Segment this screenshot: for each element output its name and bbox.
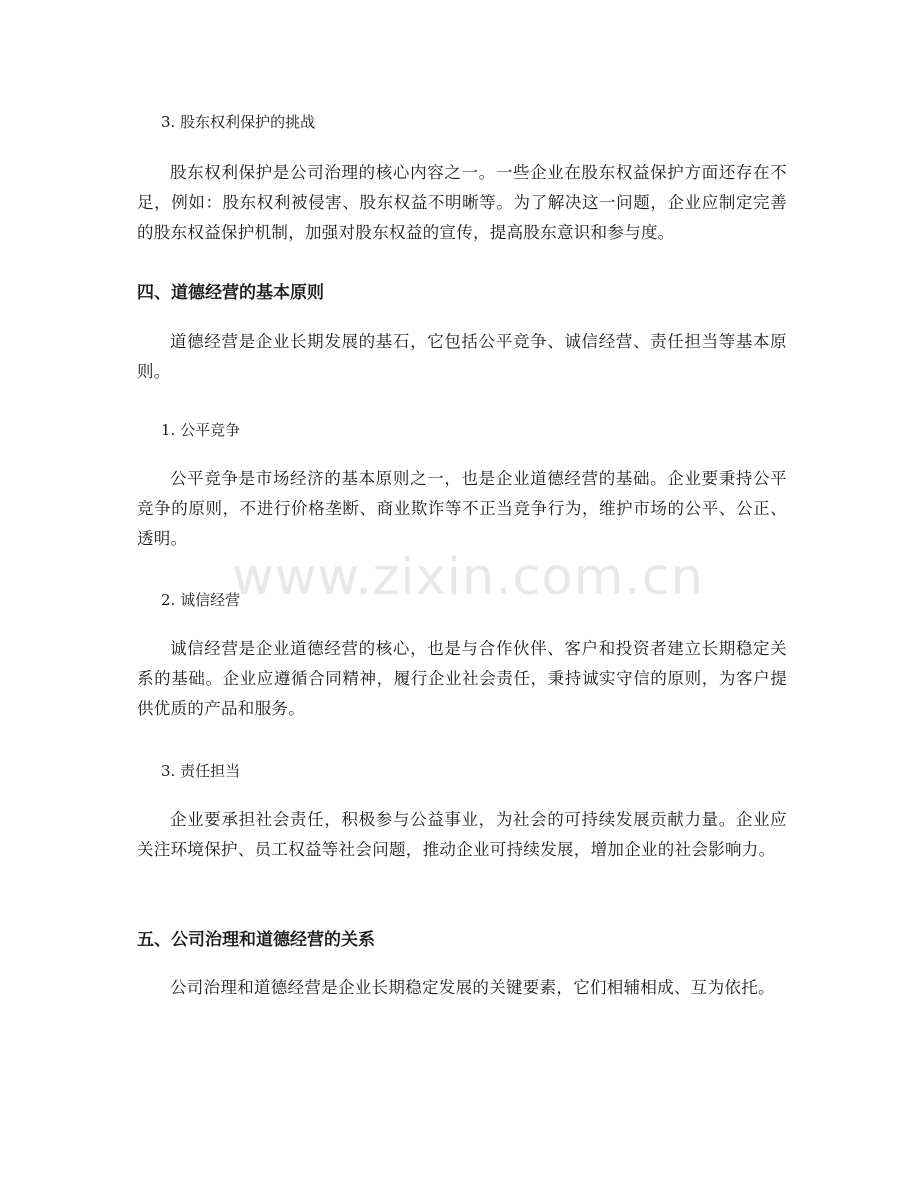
subsection-title-responsibility: 3. 责任担当 bbox=[161, 762, 241, 780]
paragraph-fair-competition: 公平竞争是市场经济的基本原则之一，也是企业道德经营的基础。企业要秉持公平竞争的原则，不进行价格垄断、商业欺诈等不正当竞争行为，维护市场的公平、公正、透明。 bbox=[137, 469, 787, 548]
paragraph-relationship: 公司治理和道德经营是企业长期稳定发展的关键要素，它们相辅相成、互为依托。 bbox=[170, 978, 775, 997]
paragraph-integrity: 诚信经营是企业道德经营的核心，也是与合作伙伴、客户和投资者建立长期稳定关系的基础。企业应遵循合同精神，履行企业社会责任，秉持诚实守信的原则，为客户提供优质的产品和服务。 bbox=[137, 639, 787, 718]
subsection-title-shareholder-rights: 3. 股东权利保护的挑战 bbox=[161, 113, 316, 131]
paragraph-shareholder-rights: 股东权利保护是公司治理的核心内容之一。一些企业在股东权益保护方面还存在不足，例如：股东权利被侵害、股东权益不明晰等。为了解决这一问题，企业应制定完善的股东权益保护机制，加强对股东权益的宣传，提高股东意识和参与度。 bbox=[137, 163, 787, 242]
section-heading-ethical-principles: 四、道德经营的基本原则 bbox=[137, 283, 324, 303]
watermark: www.zixin.com.cn bbox=[232, 548, 704, 607]
paragraph-responsibility: 企业要承担社会责任，积极参与公益事业，为社会的可持续发展贡献力量。企业应关注环境保护、员工权益等社会问题，推动企业可持续发展，增加企业的社会影响力。 bbox=[137, 810, 787, 859]
section-heading-relationship: 五、公司治理和道德经营的关系 bbox=[137, 930, 375, 950]
subsection-title-integrity: 2. 诚信经营 bbox=[161, 591, 241, 609]
paragraph-ethical-principles: 道德经营是企业长期发展的基石，它包括公平竞争、诚信经营、责任担当等基本原则。 bbox=[137, 332, 787, 381]
subsection-title-fair-competition: 1. 公平竞争 bbox=[161, 421, 241, 439]
